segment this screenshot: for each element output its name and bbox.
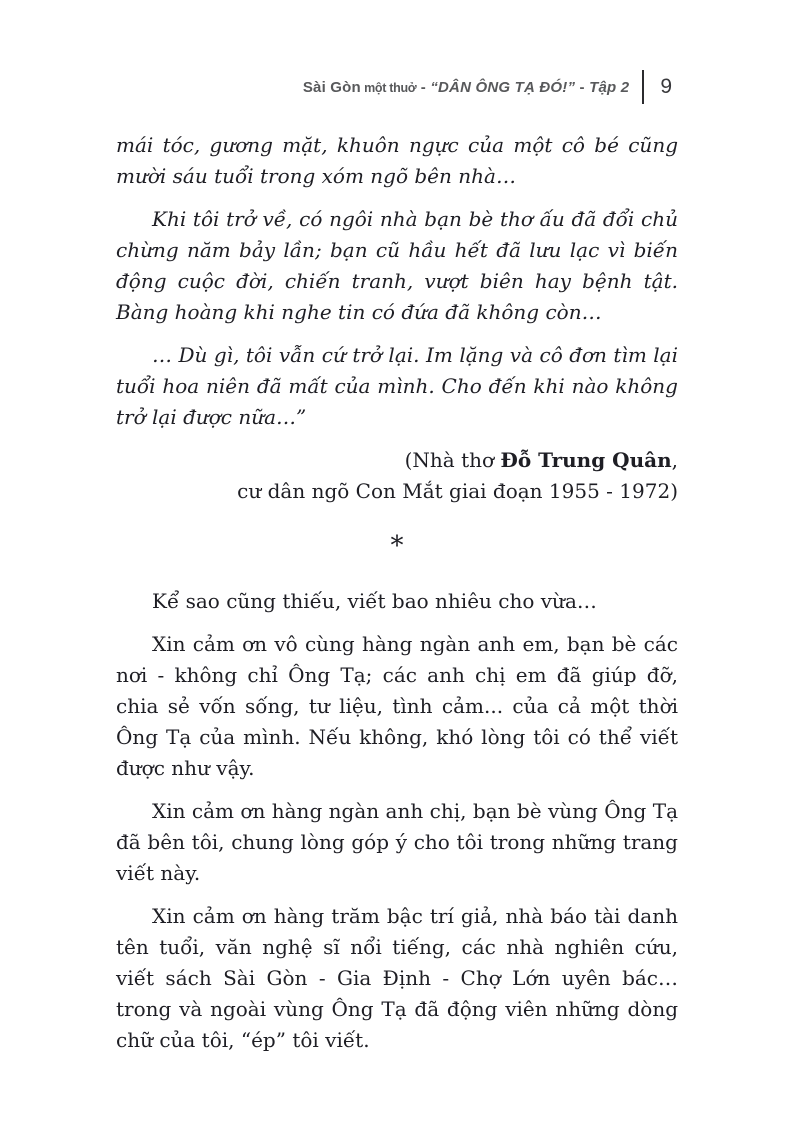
quote-paragraph: mái tóc, gương mặt, khuôn ngực của một cô bé cũng mười sáu tuổi trong xóm ngõ bên nhà… <box>116 133 678 188</box>
attribution-suffix: , <box>671 448 678 472</box>
body-paragraph: Xin cảm ơn hàng ngàn anh chị, bạn bè vùng Ông Tạ đã bên tôi, chung lòng góp ý cho tôi trong những trang viết này. <box>116 799 678 885</box>
quote-paragraph: Khi tôi trở về, có ngôi nhà bạn bè thơ ấu đã đổi chủ chừng năm bảy lần; bạn cũ hầu hết đã lưu lạc vì biến động cuộc đời, chiến tranh, vượt biên hay bệnh tật. Bàng hoàng khi nghe tin có đứa đã không còn… <box>116 207 678 324</box>
running-title-series-suffix: một thuở <box>360 80 417 95</box>
running-title-volume: Tập 2 <box>589 78 630 96</box>
section-divider-asterisk: * <box>390 531 404 561</box>
body-paragraph: Xin cảm ơn hàng trăm bậc trí giả, nhà báo tài danh tên tuổi, văn nghệ sĩ nổi tiếng, các nhà nghiên cứu, viết sách Sài Gòn - Gia Định - Chợ Lớn uyên bác… trong và ngoài vùng Ông Tạ đã động viên những dòng chữ của tôi, “ép” tôi viết. <box>116 904 678 1052</box>
quote-attribution <box>116 445 678 507</box>
quote-paragraph: … Dù gì, tôi vẫn cứ trở lại. Im lặng và cô đơn tìm lại tuổi hoa niên đã mất của mình. Cho đến khi nào không trở lại được nữa…” <box>116 343 678 429</box>
attribution-line-1 <box>116 445 678 476</box>
running-title-separator: - <box>416 78 431 96</box>
page-text-column <box>116 130 678 1068</box>
body-paragraph: Kể sao cũng thiếu, viết bao nhiêu cho vừa… <box>152 589 597 613</box>
body-paragraph: Xin cảm ơn vô cùng hàng ngàn anh em, bạn bè các nơi - không chỉ Ông Tạ; các anh chị em đã giúp đỡ, chia sẻ vốn sống, tư liệu, tình cảm... của cả một thời Ông Tạ của mình. Nếu không, khó lòng tôi có thể viết được như vậy. <box>116 632 678 780</box>
header-divider-bar <box>642 70 644 104</box>
attribution-author: Đỗ Trung Quân <box>500 448 672 472</box>
attribution-prefix: (Nhà thơ <box>404 448 501 472</box>
running-title-series: Sài Gòn <box>302 78 361 96</box>
running-title-separator-2: - <box>575 78 590 96</box>
page-number: 9 <box>660 75 672 98</box>
attribution-line-2: cư dân ngõ Con Mắt giai đoạn 1955 - 1972) <box>237 479 678 503</box>
running-title-book: “DÂN ÔNG TẠ ĐÓ!” <box>430 78 576 96</box>
page-header <box>116 70 672 104</box>
running-title <box>303 79 629 96</box>
